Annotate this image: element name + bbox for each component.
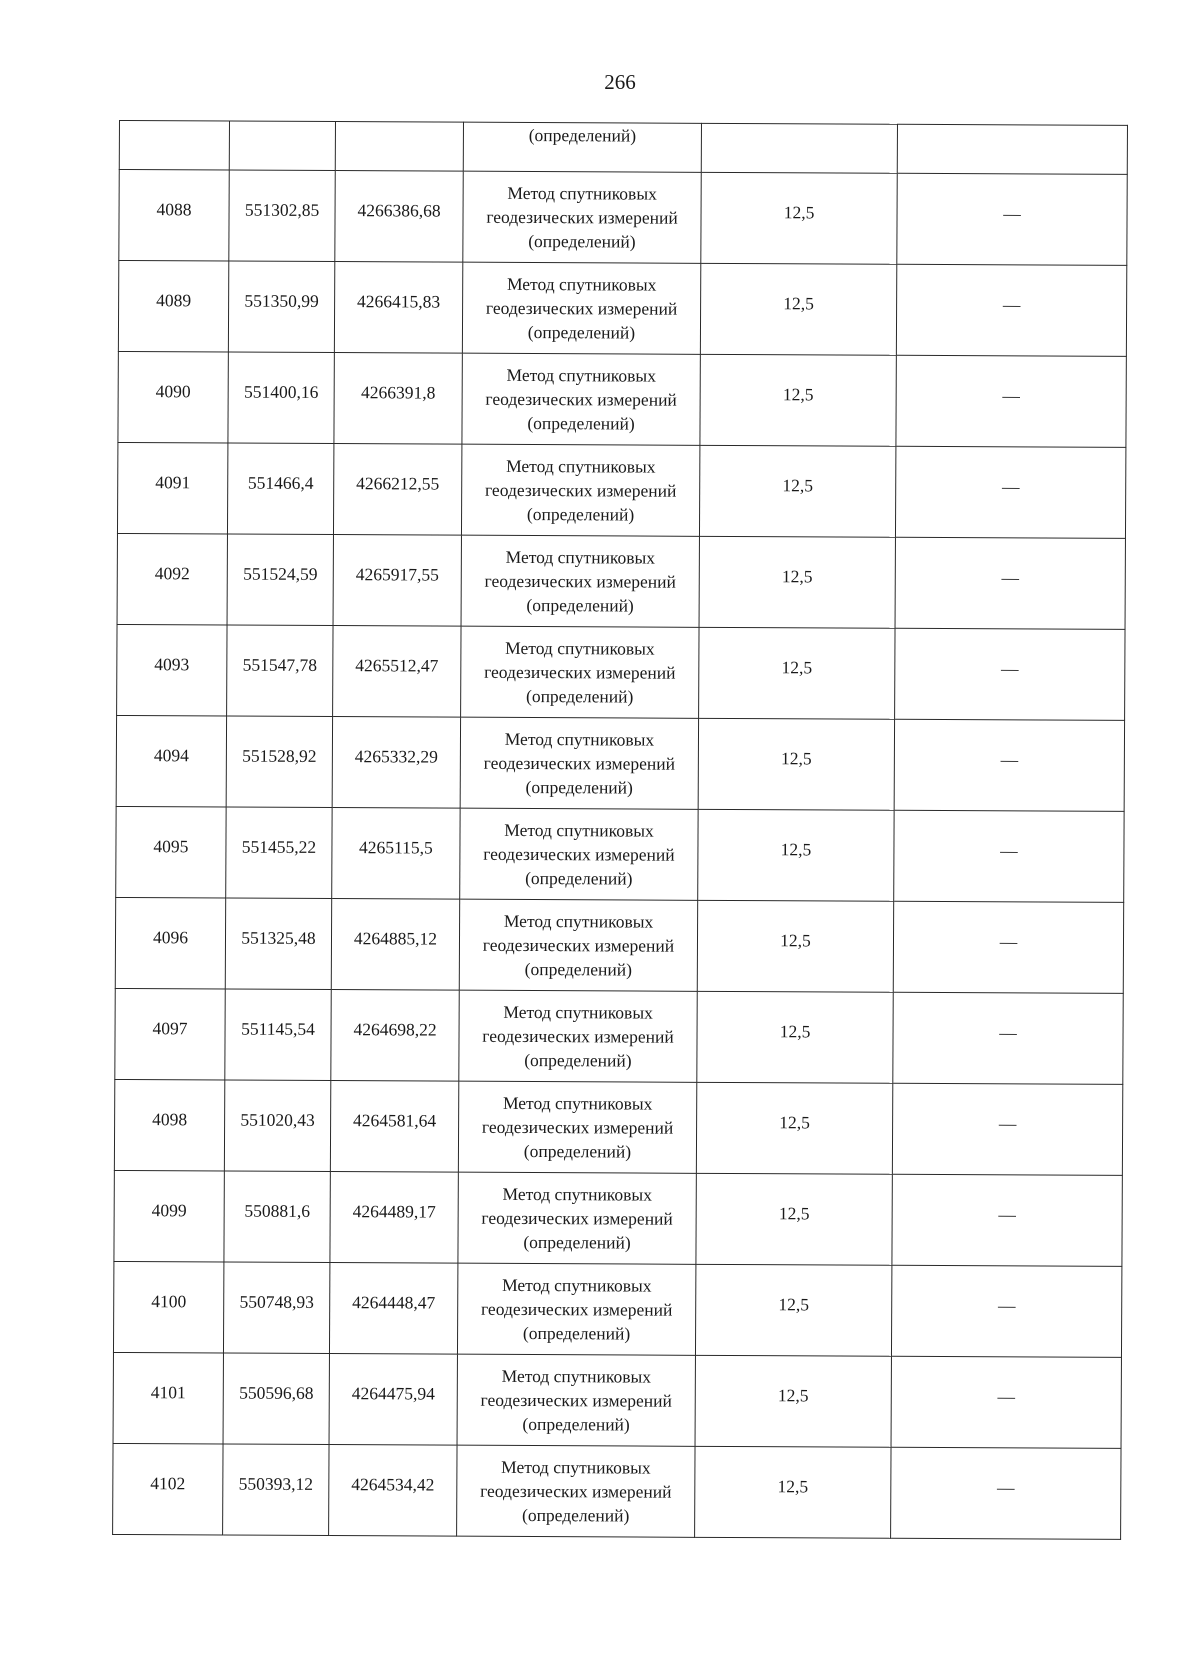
cell-y-coordinate bbox=[333, 444, 461, 536]
cell-x-coordinate-text: 551302,85 bbox=[244, 199, 320, 220]
cell-method bbox=[457, 1263, 695, 1355]
method-line: (определений) bbox=[523, 1231, 631, 1253]
cell-x-coordinate bbox=[226, 807, 332, 899]
cell-note bbox=[897, 124, 1127, 174]
cell-point-id-text: 4097 bbox=[152, 1018, 188, 1039]
cell-x-coordinate bbox=[223, 1262, 329, 1354]
method-line: Метод спутниковых bbox=[504, 819, 654, 841]
cell-accuracy-text: 12,5 bbox=[778, 1294, 810, 1315]
cell-point-id bbox=[115, 988, 225, 1080]
method-line: (определений) bbox=[528, 125, 637, 146]
cell-y-coordinate-text: 4266391,8 bbox=[360, 382, 436, 403]
cell-x-coordinate-text: 551325,48 bbox=[241, 927, 316, 948]
cell-point-id bbox=[113, 1352, 223, 1444]
cell-method bbox=[457, 1354, 695, 1446]
cell-y-coordinate-text: 4266415,83 bbox=[357, 291, 441, 312]
cell-x-coordinate-text: 550748,93 bbox=[239, 1291, 314, 1312]
method-line: геодезических измерений bbox=[485, 297, 678, 319]
cell-note bbox=[895, 628, 1125, 720]
cell-x-coordinate bbox=[223, 1353, 329, 1445]
table-row bbox=[113, 1352, 1121, 1448]
method-line: геодезических измерений bbox=[481, 1207, 673, 1229]
cell-x-coordinate-text: 551455,22 bbox=[241, 836, 317, 857]
cell-accuracy bbox=[701, 123, 897, 173]
cell-x-coordinate-text: 551524,59 bbox=[243, 563, 318, 584]
cell-method bbox=[463, 171, 701, 263]
cell-note-text: — bbox=[1000, 840, 1018, 861]
method-line: (определений) bbox=[525, 685, 634, 707]
cell-note-text: — bbox=[999, 1022, 1017, 1043]
cell-note-text: — bbox=[999, 931, 1018, 952]
cell-note-text: — bbox=[997, 1386, 1016, 1407]
cell-y-coordinate-text: 4264534,42 bbox=[351, 1474, 435, 1495]
cell-point-id bbox=[114, 1170, 224, 1262]
cell-y-coordinate-text: 4265115,5 bbox=[359, 837, 433, 858]
method-line: геодезических измерений bbox=[482, 934, 675, 956]
cell-accuracy-text: 12,5 bbox=[777, 1385, 809, 1406]
cell-note-text: — bbox=[1000, 749, 1019, 770]
method-line: (определений) bbox=[526, 503, 635, 525]
cell-point-id-text: 4094 bbox=[153, 745, 189, 766]
cell-accuracy-text: 12,5 bbox=[781, 748, 812, 769]
cell-accuracy-text: 12,5 bbox=[783, 293, 814, 314]
cell-x-coordinate bbox=[228, 352, 334, 444]
method-line: геодезических измерений bbox=[484, 661, 676, 683]
method-line: Метод спутниковых bbox=[502, 1183, 653, 1205]
cell-y-coordinate-text: 4265512,47 bbox=[355, 655, 439, 676]
method-line: (определений) bbox=[525, 867, 633, 889]
cell-note bbox=[897, 173, 1127, 265]
cell-accuracy-text: 12,5 bbox=[777, 1476, 809, 1497]
method-line: Метод спутниковых bbox=[504, 728, 655, 750]
method-line: геодезических измерений bbox=[484, 479, 677, 501]
cell-x-coordinate bbox=[224, 1080, 330, 1172]
cell-y-coordinate bbox=[333, 626, 461, 718]
method-line: Метод спутниковых bbox=[505, 546, 656, 568]
cell-note-text: — bbox=[998, 1113, 1017, 1134]
cell-point-id-text: 4093 bbox=[154, 654, 190, 675]
table-row bbox=[113, 1443, 1121, 1539]
method-line: геодезических измерений bbox=[484, 570, 676, 592]
cell-method bbox=[461, 626, 699, 718]
cell-point-id-text: 4089 bbox=[156, 290, 192, 311]
cell-method bbox=[459, 990, 697, 1082]
cell-accuracy-text: 12,5 bbox=[782, 475, 814, 496]
cell-y-coordinate bbox=[330, 1081, 458, 1173]
cell-y-coordinate bbox=[329, 1354, 457, 1446]
cell-x-coordinate bbox=[226, 716, 332, 808]
cell-point-id bbox=[115, 897, 225, 989]
method-line: Метод спутниковых bbox=[501, 1456, 651, 1478]
cell-accuracy bbox=[699, 445, 895, 537]
table-row bbox=[117, 624, 1125, 720]
table-body bbox=[113, 121, 1128, 1540]
cell-x-coordinate bbox=[224, 1171, 330, 1263]
method-line: геодезических измерений bbox=[481, 1116, 674, 1138]
cell-y-coordinate-text: 4264885,12 bbox=[353, 928, 438, 949]
cell-method bbox=[458, 1172, 696, 1264]
cell-method bbox=[457, 1445, 695, 1537]
cell-y-coordinate bbox=[331, 899, 459, 991]
method-line: Метод спутниковых bbox=[505, 637, 655, 659]
cell-point-id bbox=[117, 442, 227, 534]
method-line: (определений) bbox=[527, 412, 635, 434]
cell-point-id bbox=[117, 624, 227, 716]
cell-note-text: — bbox=[1001, 567, 1020, 588]
cell-y-coordinate bbox=[332, 717, 460, 809]
table-row-continuation bbox=[119, 121, 1127, 175]
cell-method bbox=[460, 808, 698, 900]
cell-accuracy-text: 12,5 bbox=[778, 1203, 810, 1224]
cell-note bbox=[891, 1356, 1121, 1448]
cell-note bbox=[895, 446, 1125, 538]
cell-x-coordinate bbox=[225, 989, 331, 1081]
method-line: геодезических измерений bbox=[480, 1298, 673, 1320]
method-line: Метод спутниковых bbox=[506, 455, 656, 477]
cell-method bbox=[459, 899, 697, 991]
cell-note bbox=[891, 1265, 1121, 1357]
table-row bbox=[118, 351, 1126, 447]
table-row bbox=[114, 1079, 1122, 1175]
cell-y-coordinate bbox=[335, 122, 463, 172]
method-line: (определений) bbox=[528, 231, 636, 252]
cell-point-id bbox=[119, 170, 229, 262]
cell-y-coordinate-text: 4265917,55 bbox=[355, 564, 439, 585]
table-row bbox=[114, 1170, 1122, 1266]
cell-accuracy bbox=[696, 1082, 892, 1174]
cell-x-coordinate bbox=[227, 625, 333, 717]
cell-note-text: — bbox=[997, 1477, 1015, 1498]
cell-x-coordinate-text: 551466,4 bbox=[247, 472, 314, 493]
cell-accuracy bbox=[699, 536, 895, 628]
cell-accuracy-text: 12,5 bbox=[782, 384, 814, 405]
method-line: геодезических измерений bbox=[485, 388, 677, 410]
cell-y-coordinate bbox=[334, 353, 462, 445]
cell-accuracy-text: 12,5 bbox=[783, 202, 815, 223]
cell-point-id-text: 4088 bbox=[156, 199, 192, 220]
table-row bbox=[119, 170, 1127, 266]
cell-accuracy-text: 12,5 bbox=[779, 1021, 811, 1042]
cell-x-coordinate bbox=[227, 443, 333, 535]
cell-accuracy bbox=[700, 263, 896, 355]
method-line: Метод спутниковых bbox=[506, 273, 657, 295]
cell-point-id bbox=[118, 351, 228, 443]
cell-method bbox=[460, 717, 698, 809]
cell-method bbox=[461, 444, 699, 536]
method-line: Метод спутниковых bbox=[502, 1092, 653, 1114]
method-line: геодезических измерений bbox=[480, 1389, 672, 1411]
cell-note-text: — bbox=[1001, 658, 1019, 679]
method-line: (определений) bbox=[521, 1504, 630, 1526]
cell-note bbox=[896, 264, 1126, 356]
method-line: геодезических измерений bbox=[483, 843, 675, 865]
method-line: (определений) bbox=[526, 594, 634, 616]
cell-point-id bbox=[119, 121, 229, 171]
table-row bbox=[115, 897, 1123, 993]
cell-point-id-text: 4102 bbox=[150, 1473, 186, 1494]
cell-note bbox=[893, 992, 1123, 1084]
cell-accuracy bbox=[697, 900, 893, 992]
cell-x-coordinate bbox=[227, 534, 333, 626]
method-line: Метод спутниковых bbox=[506, 364, 657, 386]
cell-accuracy bbox=[697, 991, 893, 1083]
table-row bbox=[117, 533, 1125, 629]
cell-method bbox=[458, 1081, 696, 1173]
page-number: 266 bbox=[604, 70, 636, 94]
method-line: Метод спутниковых bbox=[502, 1274, 652, 1296]
cell-note-text: — bbox=[1003, 203, 1021, 224]
cell-x-coordinate-text: 551400,16 bbox=[243, 381, 319, 402]
cell-accuracy bbox=[695, 1446, 891, 1538]
cell-point-id-text: 4090 bbox=[155, 381, 191, 402]
cell-y-coordinate bbox=[331, 990, 459, 1082]
cell-point-id bbox=[117, 533, 227, 625]
cell-x-coordinate bbox=[229, 170, 335, 262]
cell-x-coordinate-text: 550596,68 bbox=[239, 1382, 314, 1403]
method-line: геодезических измерений bbox=[482, 1025, 674, 1047]
cell-note-text: — bbox=[1001, 476, 1020, 497]
method-line: (определений) bbox=[527, 322, 636, 343]
cell-x-coordinate-text: 551350,99 bbox=[244, 290, 319, 311]
cell-y-coordinate bbox=[332, 808, 460, 900]
cell-point-id bbox=[116, 806, 226, 898]
cell-accuracy-text: 12,5 bbox=[780, 930, 811, 951]
cell-point-id-text: 4096 bbox=[152, 927, 189, 948]
cell-note bbox=[892, 1083, 1122, 1175]
cell-y-coordinate bbox=[334, 262, 462, 354]
cell-y-coordinate-text: 4266212,55 bbox=[356, 473, 440, 494]
cell-point-id-text: 4091 bbox=[155, 472, 191, 493]
cell-y-coordinate-text: 4264581,64 bbox=[353, 1110, 437, 1131]
cell-accuracy bbox=[699, 627, 895, 719]
method-line: (определений) bbox=[523, 1140, 632, 1162]
cell-note bbox=[891, 1447, 1121, 1539]
cell-x-coordinate bbox=[228, 261, 334, 353]
table-row bbox=[118, 261, 1126, 357]
method-line: (определений) bbox=[522, 1413, 630, 1435]
cell-point-id bbox=[118, 261, 228, 353]
cell-x-coordinate-text: 551547,78 bbox=[242, 654, 318, 675]
cell-accuracy-text: 12,5 bbox=[780, 839, 812, 860]
cell-accuracy-text: 12,5 bbox=[781, 566, 813, 587]
method-line: геодезических измерений bbox=[483, 752, 676, 774]
cell-accuracy bbox=[696, 1173, 892, 1265]
cell-x-coordinate-text: 551145,54 bbox=[241, 1018, 315, 1039]
method-line: геодезических измерений bbox=[480, 1480, 672, 1502]
cell-y-coordinate-text: 4264698,22 bbox=[353, 1019, 437, 1040]
cell-accuracy bbox=[698, 718, 894, 810]
cell-x-coordinate bbox=[223, 1444, 329, 1536]
cell-method bbox=[463, 122, 701, 172]
cell-point-id-text: 4101 bbox=[150, 1382, 186, 1403]
cell-method bbox=[461, 535, 699, 627]
cell-note-text: — bbox=[1002, 385, 1020, 406]
method-line: Метод спутниковых bbox=[501, 1365, 652, 1387]
cell-y-coordinate bbox=[333, 535, 461, 627]
table-row bbox=[116, 715, 1124, 811]
method-line: Метод спутниковых bbox=[503, 1001, 653, 1023]
cell-note bbox=[893, 901, 1123, 993]
cell-y-coordinate bbox=[330, 1172, 458, 1264]
cell-accuracy bbox=[695, 1355, 891, 1447]
cell-y-coordinate-text: 4264475,94 bbox=[351, 1383, 435, 1404]
coordinates-table bbox=[112, 120, 1128, 1540]
method-line: (определений) bbox=[524, 958, 633, 980]
cell-x-coordinate-text: 551528,92 bbox=[242, 745, 317, 766]
cell-point-id-text: 4099 bbox=[151, 1200, 187, 1221]
cell-note bbox=[896, 355, 1126, 447]
cell-y-coordinate bbox=[329, 1263, 457, 1355]
cell-point-id-text: 4098 bbox=[152, 1109, 188, 1130]
cell-point-id-text: 4092 bbox=[154, 563, 190, 584]
cell-method bbox=[462, 353, 700, 445]
cell-accuracy-text: 12,5 bbox=[781, 657, 813, 678]
cell-note-text: — bbox=[1002, 294, 1021, 315]
cell-y-coordinate-text: 4264489,17 bbox=[352, 1201, 436, 1222]
table-row bbox=[115, 988, 1123, 1084]
cell-note bbox=[895, 537, 1125, 629]
method-line: геодезических измерений bbox=[486, 206, 678, 228]
cell-note-text: — bbox=[998, 1204, 1016, 1225]
cell-x-coordinate bbox=[229, 121, 335, 171]
cell-accuracy bbox=[700, 354, 896, 446]
table-row bbox=[117, 442, 1125, 538]
cell-x-coordinate bbox=[225, 898, 331, 990]
cell-accuracy bbox=[701, 172, 897, 264]
cell-x-coordinate-text: 550881,6 bbox=[244, 1200, 311, 1221]
method-line: (определений) bbox=[524, 1049, 632, 1071]
cell-point-id bbox=[116, 715, 226, 807]
cell-note bbox=[892, 1174, 1122, 1266]
cell-note bbox=[894, 810, 1124, 902]
method-line: (определений) bbox=[522, 1322, 631, 1344]
cell-y-coordinate bbox=[329, 1445, 457, 1537]
cell-accuracy bbox=[698, 809, 894, 901]
cell-y-coordinate bbox=[335, 171, 463, 263]
cell-y-coordinate-text: 4264448,47 bbox=[352, 1292, 436, 1313]
cell-point-id-text: 4100 bbox=[151, 1291, 187, 1312]
cell-y-coordinate-text: 4265332,29 bbox=[354, 746, 439, 767]
cell-note bbox=[894, 719, 1124, 811]
method-line: Метод спутниковых bbox=[503, 910, 654, 932]
table-row bbox=[116, 806, 1124, 902]
method-line: (определений) bbox=[525, 776, 633, 798]
cell-point-id bbox=[113, 1443, 223, 1535]
cell-x-coordinate-text: 551020,43 bbox=[240, 1109, 315, 1130]
cell-y-coordinate-text: 4266386,68 bbox=[357, 200, 441, 221]
cell-point-id bbox=[114, 1079, 224, 1171]
cell-accuracy bbox=[695, 1264, 891, 1356]
table-row bbox=[113, 1261, 1121, 1357]
cell-point-id bbox=[113, 1261, 223, 1353]
cell-x-coordinate-text: 550393,12 bbox=[238, 1473, 314, 1494]
method-line: Метод спутниковых bbox=[507, 182, 657, 204]
cell-note-text: — bbox=[997, 1295, 1016, 1316]
cell-point-id-text: 4095 bbox=[153, 836, 189, 857]
cell-accuracy-text: 12,5 bbox=[779, 1112, 810, 1133]
cell-method bbox=[462, 262, 700, 354]
